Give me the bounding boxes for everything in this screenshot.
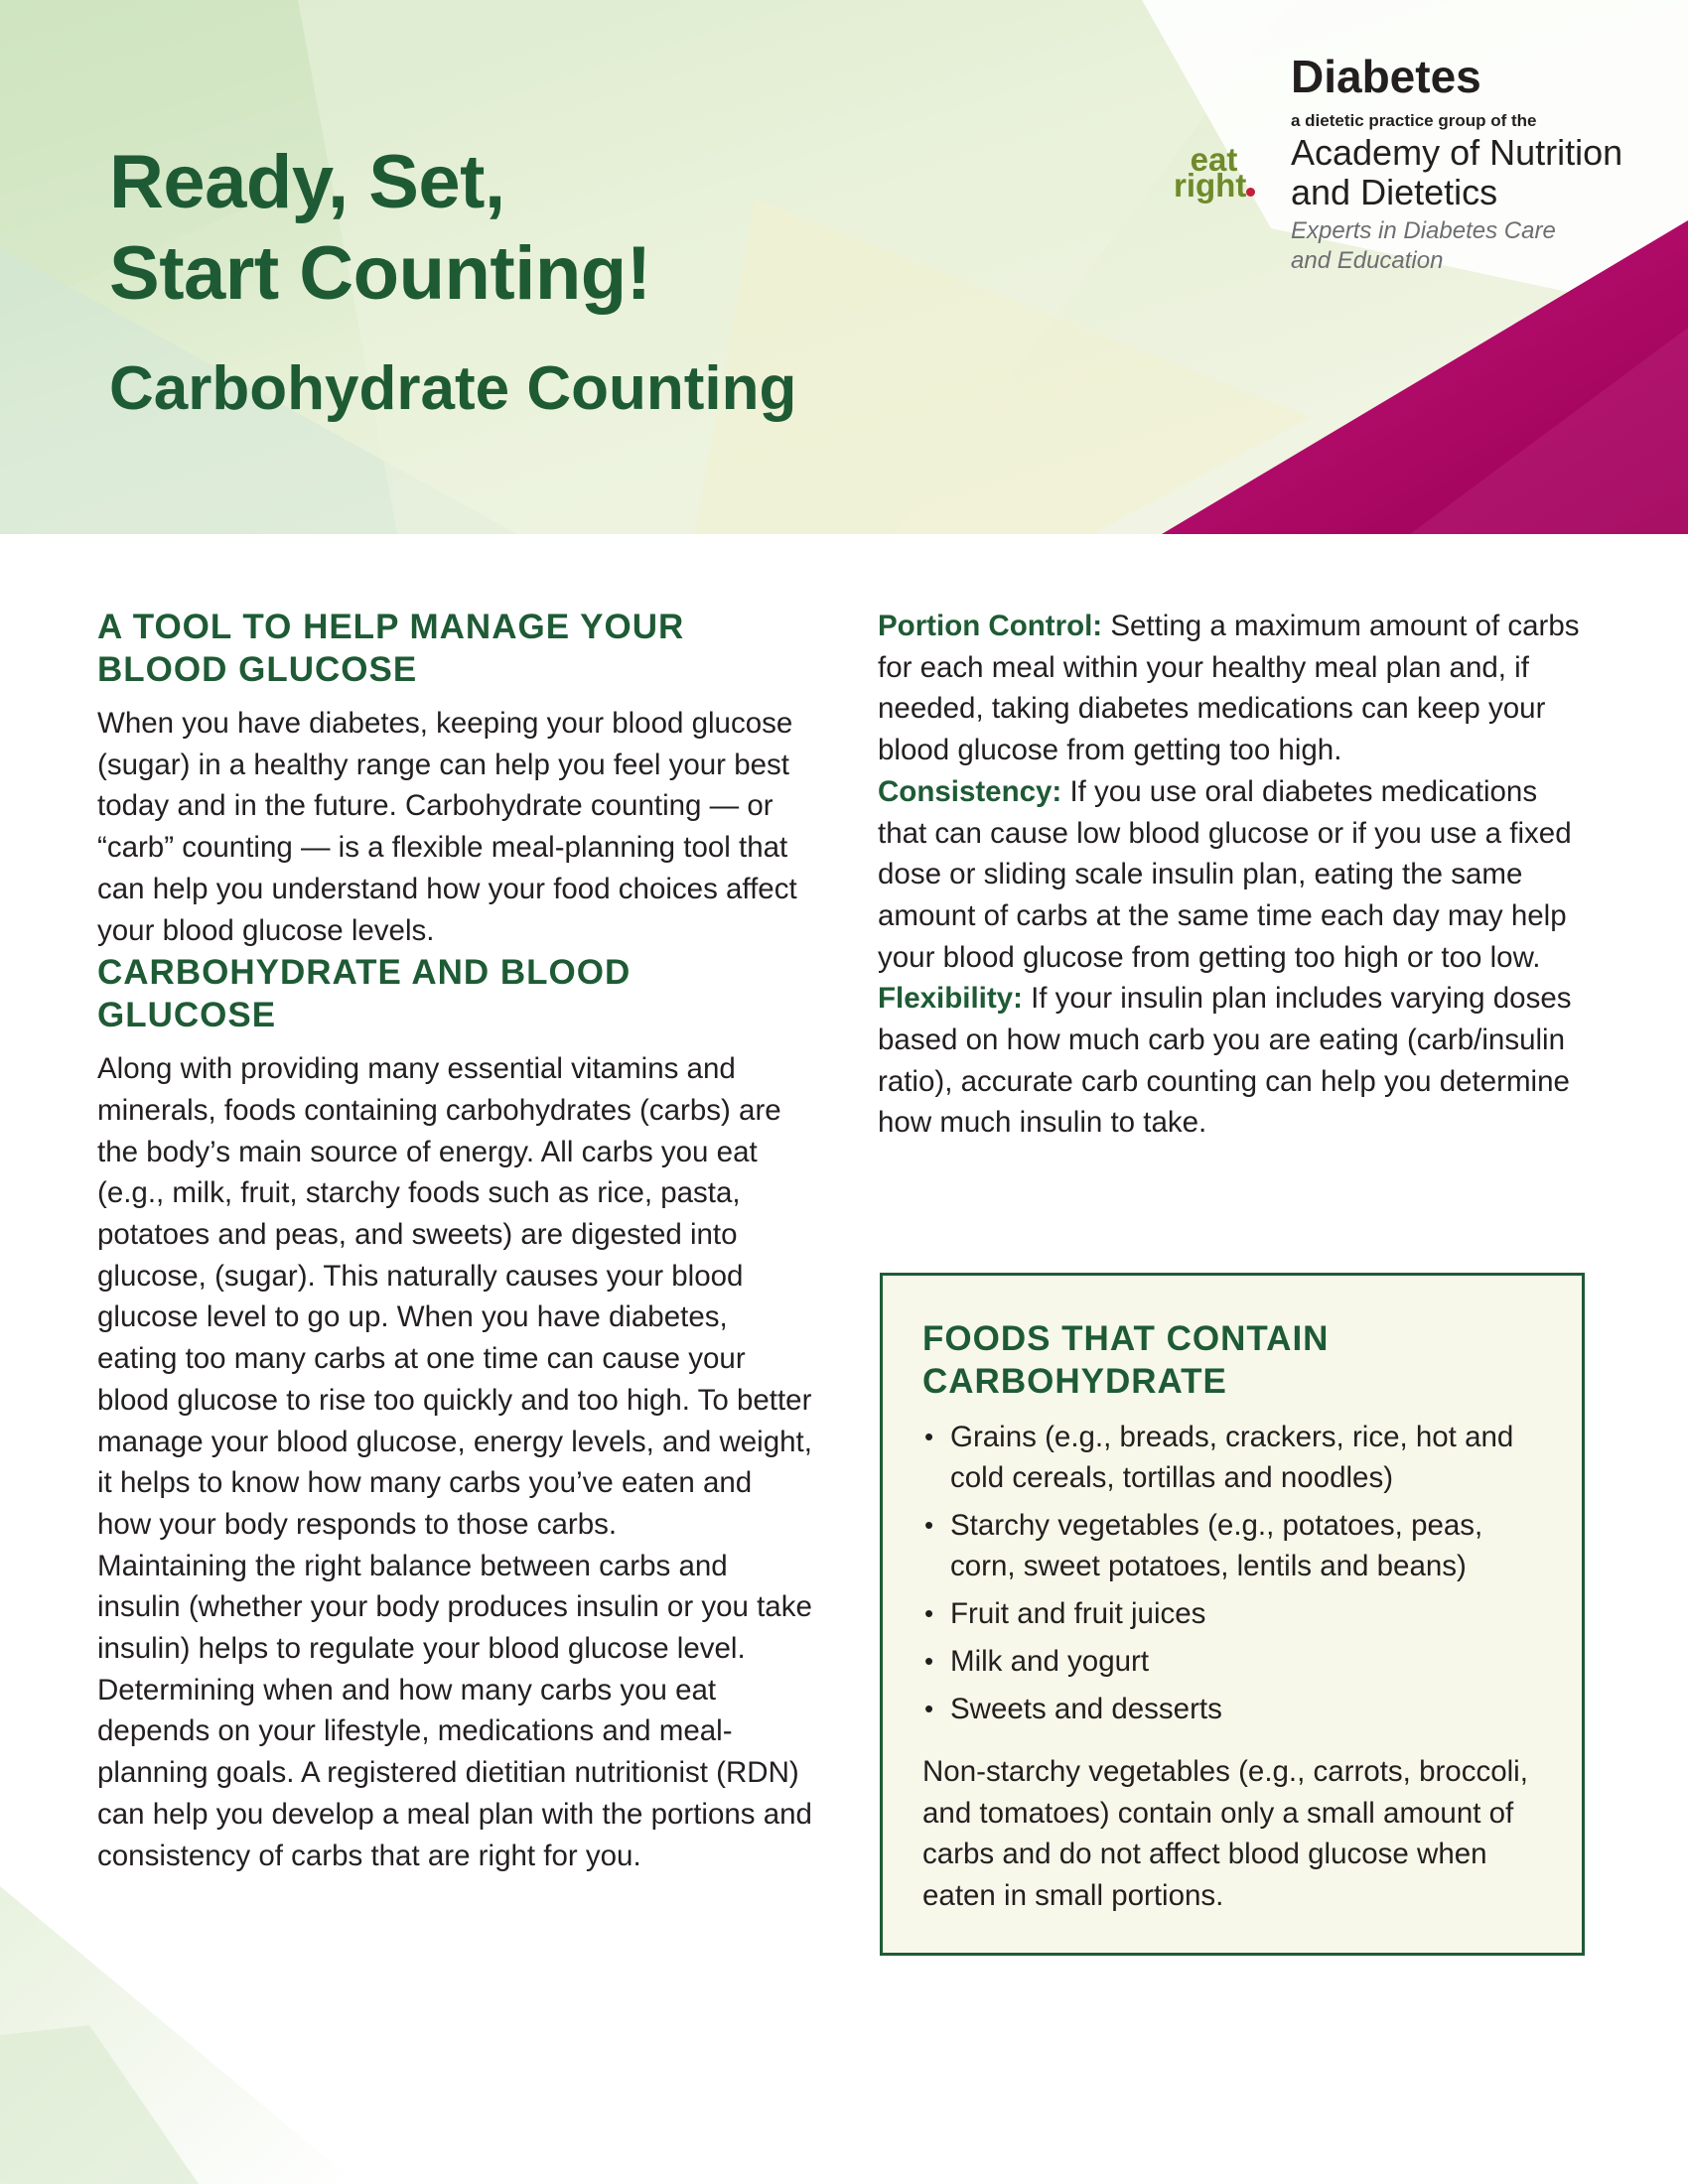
foods-heading: FOODS THAT CONTAIN CARBOHYDRATE [922, 1319, 1330, 1401]
eatright-dot-icon [1246, 188, 1255, 197]
section-heading-tool: A TOOL TO HELP MANAGE YOUR BLOOD GLUCOSE [97, 608, 685, 689]
list-item: • Starchy vegetables (e.g., potatoes, peas, corn, sweet potatoes, lentils and beans) [922, 1505, 1544, 1586]
eatright-logo [1174, 141, 1255, 204]
logo-experts [1291, 216, 1556, 276]
section-body-carb-glucose-2: Maintaining the right balance between carbs and insulin (whether your body produces insulin or you take insulin) helps to regulate your blood glucose level. Determining when and how many carbs you eat depends on your lifestyle, medications and meal-planning goals. A registered dietitian nutritionist (RDN) can help you develop a meal plan with the portions and consistency of carbs that are right for you. [97, 1549, 812, 1872]
logo-org-line-1: Academy of Nutrition [1291, 132, 1623, 173]
page-title [109, 137, 651, 320]
logo-tagline: a dietetic practice group of the [1291, 111, 1537, 130]
flexibility-paragraph [878, 978, 1593, 1144]
section-body-carb-glucose-1: Along with providing many essential vitamins and minerals, foods containing carbohydrates (carbs) are the body’s main source of energy. All carbs you eat (e.g., milk, fruit, starchy foods such as rice, pasta, potatoes and peas, and sweets) are digested into glucose, (sugar). This naturally causes your blood glucose level to go up. When you have diabetes, eating too many carbs at one time can cause your blood glucose to rise too quickly and too high. To better manage your blood glucose, energy levels, and weight, it helps to know how many carbs you’ve eaten and how your body responds to those carbs. [97, 1052, 812, 1541]
portion-control-text: Setting a maximum amount of carbs for each meal within your healthy meal plan and, if needed, taking diabetes medications can keep your blood glucose from getting too high. [878, 610, 1580, 767]
logo-experts-line-1: Experts in Diabetes Care [1291, 217, 1556, 244]
left-column [97, 606, 812, 1876]
logo-experts-line-2: and Education [1291, 247, 1444, 274]
bullet-icon: • [924, 1646, 934, 1676]
foods-list [922, 1417, 1544, 1729]
page-subtitle: Carbohydrate Counting [109, 354, 797, 423]
flexibility-text: If your insulin plan includes varying doses based on how much carb you are eating (carb/insulin ratio), accurate carb counting can help you determine how much insulin to take. [878, 982, 1572, 1140]
consistency-text: If you use oral diabetes medications that can cause low blood glucose or if you use a fixed dose or sliding scale insulin plan, eating the same amount of carbs at the same time each day may help your blood glucose from getting too high or too low. [878, 774, 1572, 974]
eatright-top: eat [1190, 141, 1238, 178]
list-item: • Grains (e.g., breads, crackers, rice, hot and cold cereals, tortillas and noodles) [922, 1417, 1544, 1498]
portion-control-label: Portion Control: [878, 610, 1103, 642]
list-item: • Fruit and fruit juices [922, 1593, 1544, 1634]
list-item: • Sweets and desserts [922, 1689, 1544, 1729]
logo-org-line-2: and Dietetics [1291, 172, 1498, 212]
logo-organization [1291, 133, 1622, 212]
section-heading-carb-glucose: CARBOHYDRATE AND BLOOD GLUCOSE [97, 953, 632, 1035]
title-line-1: Ready, Set, [109, 140, 505, 224]
bullet-icon: • [924, 1422, 934, 1451]
consistency-paragraph [878, 771, 1593, 979]
title-line-2: Start Counting! [109, 231, 651, 316]
section-body-tool: When you have diabetes, keeping your blood glucose (sugar) in a healthy range can help you feel your best today and in the future. Carbohydrate counting — or “carb” counting — is a flexible meal-planning tool that can help you understand how your food choices affect your blood glucose levels. [97, 707, 797, 947]
consistency-label: Consistency: [878, 774, 1062, 808]
foods-note: Non-starchy vegetables (e.g., carrots, broccoli, and tomatoes) contain only a small amount of carbs and do not affect blood glucose when eaten in small portions. [922, 1755, 1528, 1913]
list-item: • Milk and yogurt [922, 1641, 1544, 1682]
right-column [878, 606, 1593, 1144]
portion-control-paragraph [878, 606, 1593, 771]
bullet-icon: • [924, 1694, 934, 1723]
foods-callout-box [880, 1273, 1585, 1956]
bullet-icon: • [924, 1598, 934, 1628]
eatright-bottom: right [1174, 173, 1255, 199]
bullet-icon: • [924, 1510, 934, 1540]
logo-diabetes: Diabetes [1291, 51, 1481, 102]
flexibility-label: Flexibility: [878, 982, 1023, 1016]
